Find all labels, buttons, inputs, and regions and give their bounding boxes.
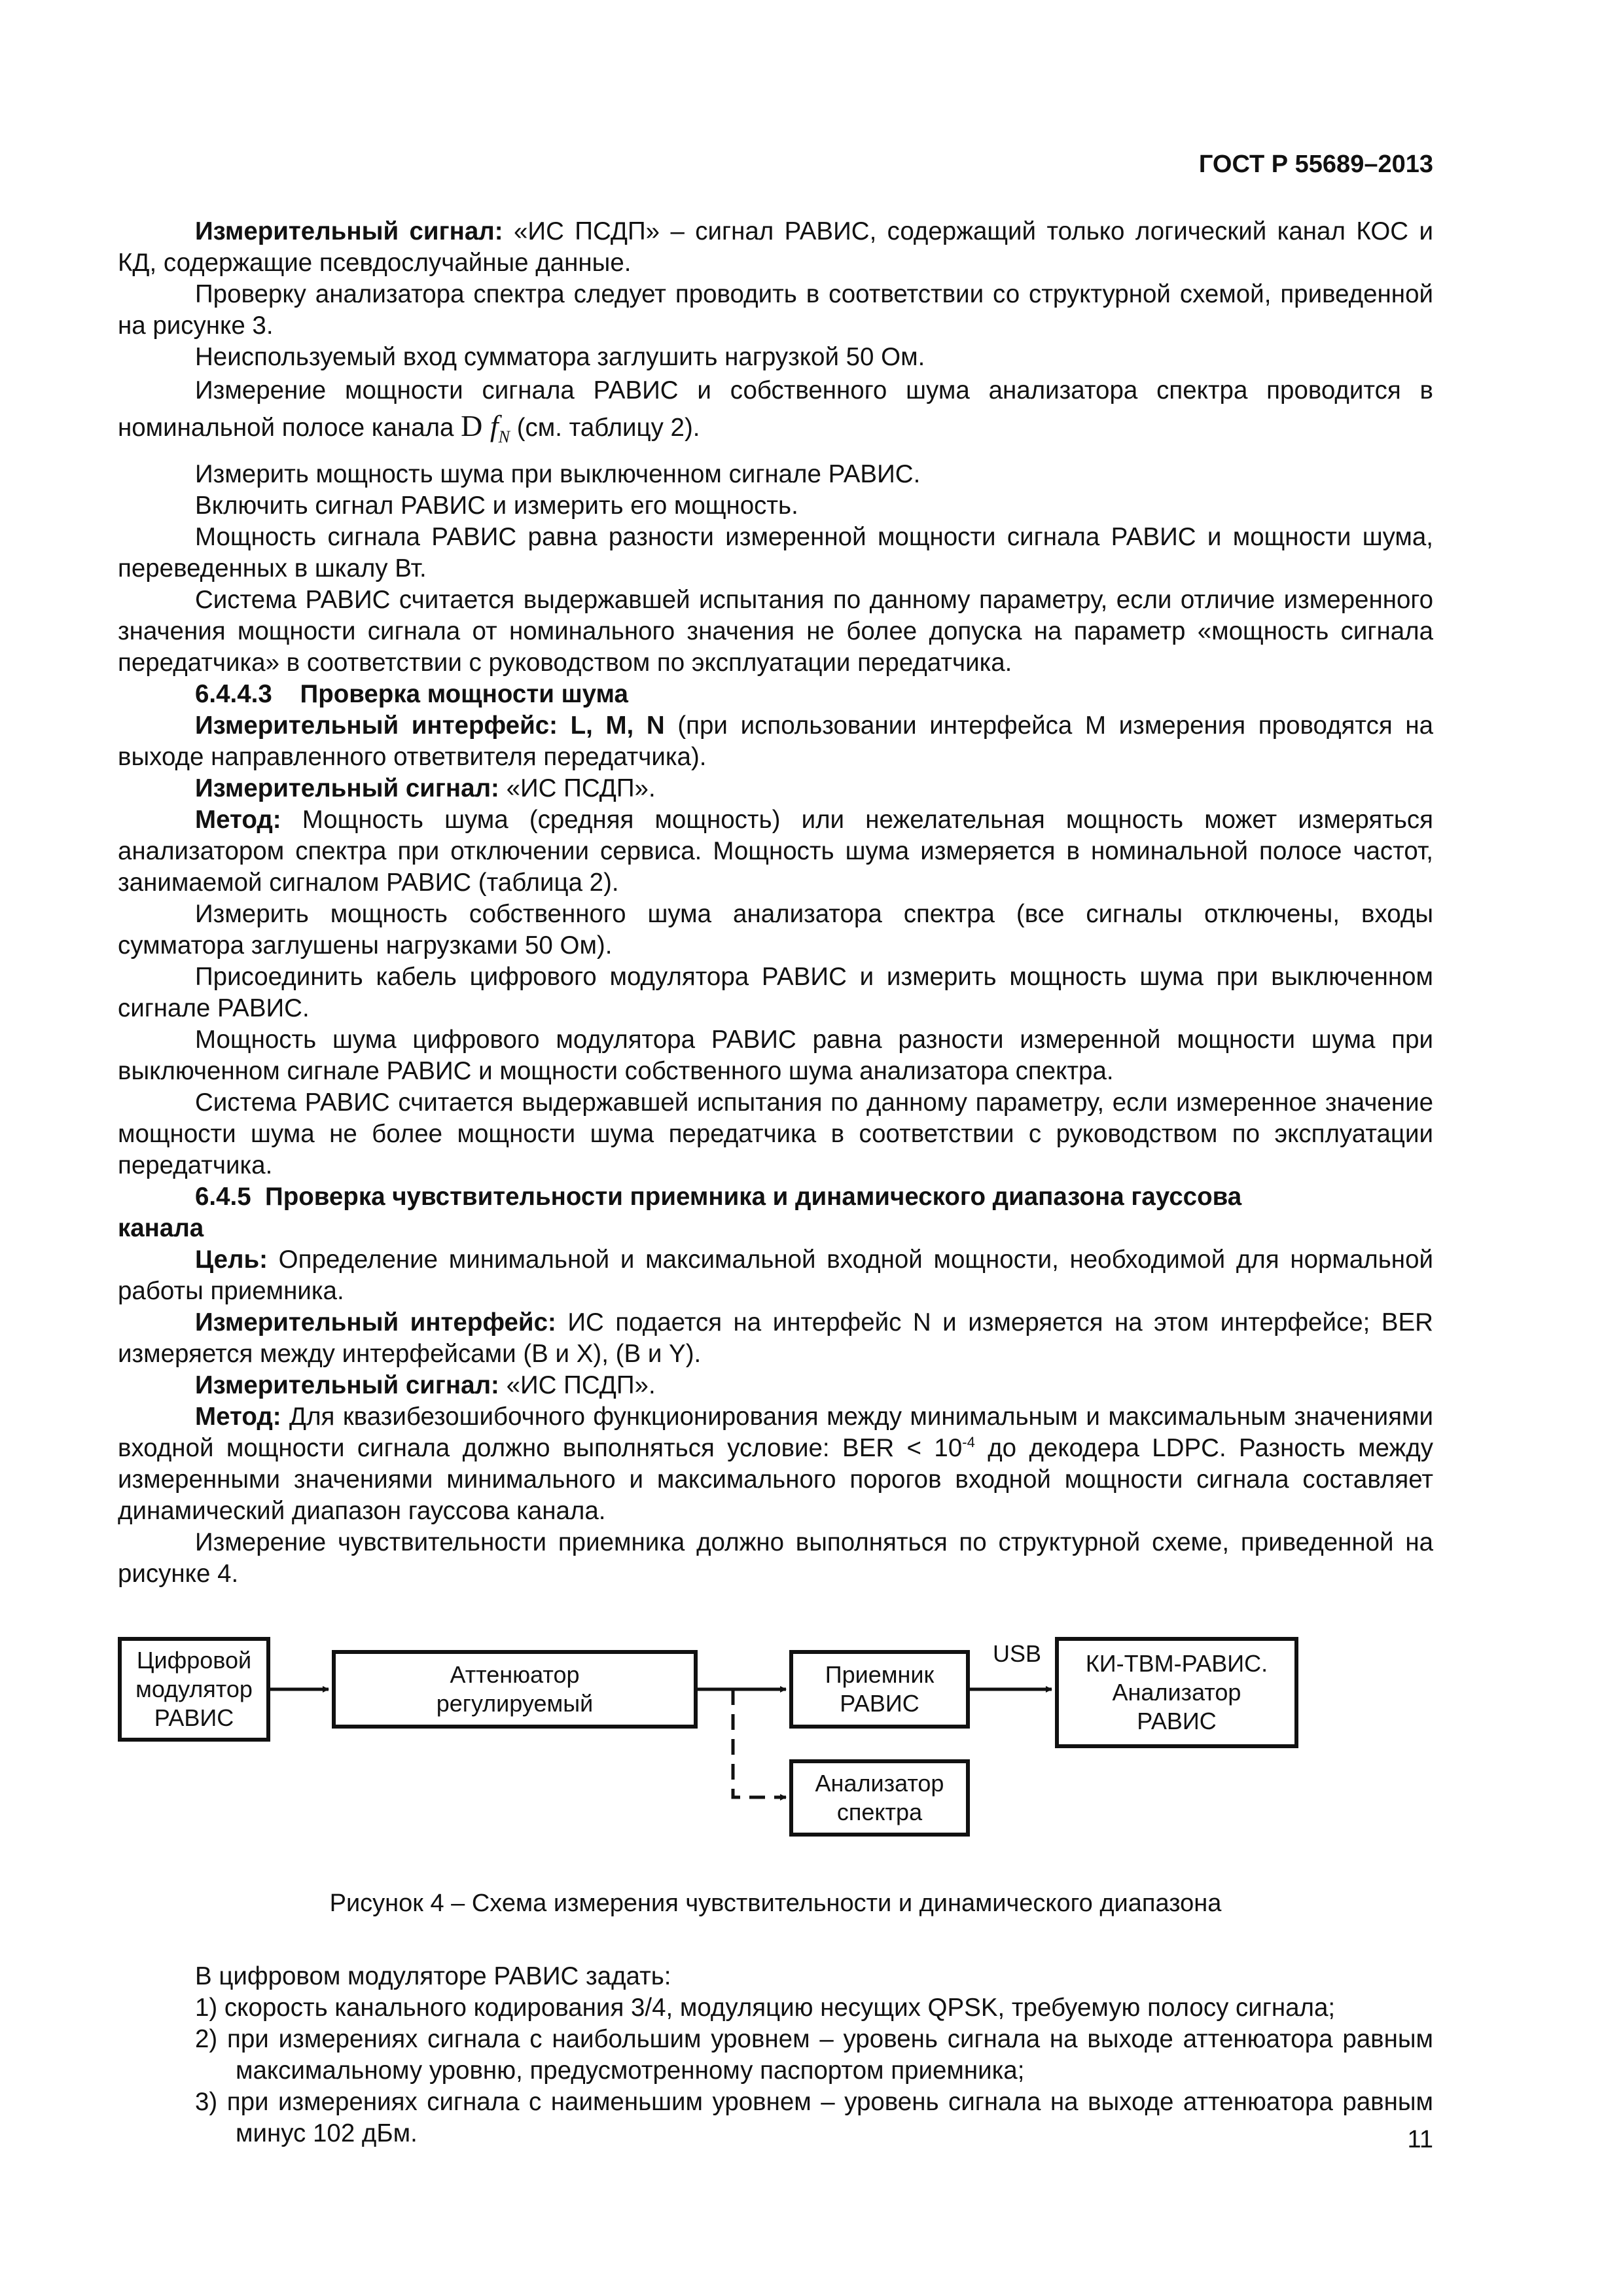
paragraph: Включить сигнал РАВИС и измерить его мощность. bbox=[195, 492, 798, 520]
exponent: -4 bbox=[962, 1434, 975, 1451]
paragraph: Измерить мощность собственного шума анализатора спектра (все сигналы отключены, входы сумматора заглушены нагрузками 50 Ом). bbox=[118, 900, 1433, 960]
paragraph-text: «ИС ПСДП». bbox=[499, 774, 656, 803]
paragraph-text: до декодера LDPC. Разность между измеренными значениями минимального и максимального порогов входной мощности сигнала составляет динамический диапазон гауссова канала. bbox=[118, 1434, 1433, 1526]
paragraph bbox=[118, 216, 1433, 279]
list-item: 3) при измерениях сигнала с наименьшим уровнем – уровень сигнала на выходе аттенюатора равным минус 102 дБм. bbox=[195, 2088, 1433, 2148]
list-item: 2) при измерениях сигнала с наибольшим уровнем – уровень сигнала на выходе аттенюатора равным максимальному уровню, предусмотренному паспортом приемника; bbox=[195, 2025, 1433, 2085]
paragraph: Система РАВИС считается выдержавшей испытания по данному параметру, если отличие измеренного значения мощности сигнала от номинального значения не более допуска на параметр «мощность сигнала передатчика» в соответствии с руководством по эксплуатации передатчика. bbox=[118, 586, 1433, 677]
bold-label: Измерительный сигнал: bbox=[195, 774, 499, 803]
attenuator-box: Аттенюатор регулируемый bbox=[332, 1650, 698, 1729]
section-heading-continuation: канала bbox=[118, 1214, 204, 1243]
settings-list bbox=[118, 1961, 1433, 2149]
paragraph-text: Измерение мощности сигнала РАВИС и собственного шума анализатора спектра проводится в номинальной полосе канала bbox=[118, 376, 1433, 442]
paragraph: Система РАВИС считается выдержавшей испытания по данному параметру, если измеренное значение мощности шума не более мощности шума передатчика в соответствии с руководством по эксплуатации передатчика. bbox=[118, 1088, 1433, 1180]
bold-label: Измерительный сигнал: bbox=[195, 1371, 499, 1400]
bold-label: Метод: bbox=[195, 806, 281, 834]
figure-caption: Рисунок 4 – Схема измерения чувствительности и динамического диапазона bbox=[329, 1890, 1222, 1918]
standard-header: ГОСТ Р 55689–2013 bbox=[1198, 151, 1433, 178]
page-number: 11 bbox=[1407, 2126, 1433, 2153]
paragraph: Мощность шума цифрового модулятора РАВИС равна разности измеренной мощности шума при выключенном сигнале РАВИС и мощности собственного шума анализатора спектра. bbox=[118, 1026, 1433, 1086]
digital-modulator-box: Цифровой модулятор РАВИС bbox=[118, 1637, 270, 1742]
list-item: 1) скорость канального кодирования 3/4, модуляцию несущих QPSK, требуемую полосу сигнала; bbox=[195, 1994, 1336, 2022]
paragraph: Проверку анализатора спектра следует проводить в соответствии со структурной схемой, приведенной на рисунке 3. bbox=[118, 280, 1433, 340]
bold-label: Измерительный интерфейс: bbox=[195, 1308, 556, 1337]
paragraph bbox=[118, 373, 1433, 455]
paragraph: Присоединить кабель цифрового модулятора РАВИС и измерить мощность шума при выключенном сигнале РАВИС. bbox=[118, 963, 1433, 1023]
bold-label: Измерительный интерфейс: L, M, N bbox=[195, 711, 665, 740]
dashed-arrow-to-spectrum-analyzer bbox=[733, 1689, 786, 1797]
paragraph-text: Для квазибезошибочного функционирования между минимальным и максимальным значениями входной мощности сигнала должно выполняться условие: BER < 10 bbox=[118, 1403, 1433, 1463]
paragraph: Измерить мощность шума при выключенном сигнале РАВИС. bbox=[195, 460, 921, 489]
document-body bbox=[118, 216, 1433, 2149]
delta-f-symbol: D $f_N$ bbox=[461, 409, 510, 447]
list-intro: В цифровом модуляторе РАВИС задать: bbox=[195, 1962, 671, 1991]
ravis-analyzer-box: КИ-ТВМ-РАВИС. Анализатор РАВИС bbox=[1055, 1637, 1298, 1748]
section-heading: 6.4.5 Проверка чувствительности приемника и динамического диапазона гауссова bbox=[195, 1183, 1242, 1211]
section-heading: 6.4.4.3 Проверка мощности шума bbox=[195, 680, 628, 709]
paragraph bbox=[118, 710, 1433, 773]
receiver-box: Приемник РАВИС bbox=[789, 1650, 970, 1729]
bold-label: Цель: bbox=[195, 1246, 268, 1274]
paragraph bbox=[118, 1244, 1433, 1307]
paragraph: Неиспользуемый вход сумматора заглушить нагрузкой 50 Ом. bbox=[195, 343, 925, 371]
paragraph-text: «ИС ПСДП» – сигнал РАВИС, содержащий только логический канал КОС и КД, содержащие псевдослучайные данные. bbox=[118, 217, 1433, 277]
paragraph-text: (при использовании интерфейса М измерения проводятся на выходе направленного ответвителя передатчика). bbox=[118, 711, 1433, 772]
paragraph-text: Определение минимальной и максимальной входной мощности, необходимой для нормальной работы приемника. bbox=[118, 1246, 1433, 1306]
usb-label: USB bbox=[993, 1640, 1042, 1668]
paragraph-text: ИС подается на интерфейс N и измеряется на этом интерфейсе; BER измеряется между интерфейсами (B и X), (B и Y). bbox=[118, 1308, 1433, 1369]
paragraph bbox=[118, 1401, 1433, 1527]
paragraph: Мощность сигнала РАВИС равна разности измеренной мощности сигнала РАВИС и мощности шума, переведенных в шкалу Вт. bbox=[118, 523, 1433, 583]
paragraph: Измерение чувствительности приемника должно выполняться по структурной схеме, приведенной на рисунке 4. bbox=[118, 1528, 1433, 1588]
paragraph-text: (см. таблицу 2). bbox=[510, 414, 700, 442]
bold-label: Измерительный сигнал: bbox=[195, 217, 503, 245]
figure-4-diagram bbox=[118, 1624, 1433, 1876]
paragraph bbox=[118, 1370, 1433, 1401]
paragraph-text: Мощность шума (средняя мощность) или нежелательная мощность может измеряться анализатором спектра при отключении сервиса. Мощность шума измеряется в номинальной полосе частот, занимаемой сигналом РАВИС (таблица 2). bbox=[118, 806, 1433, 897]
paragraph-text: «ИС ПСДП». bbox=[499, 1371, 656, 1400]
bold-label: Метод: bbox=[195, 1403, 281, 1431]
paragraph bbox=[118, 804, 1433, 899]
paragraph bbox=[118, 773, 1433, 804]
spectrum-analyzer-box: Анализатор спектра bbox=[789, 1759, 970, 1837]
paragraph bbox=[118, 1307, 1433, 1370]
